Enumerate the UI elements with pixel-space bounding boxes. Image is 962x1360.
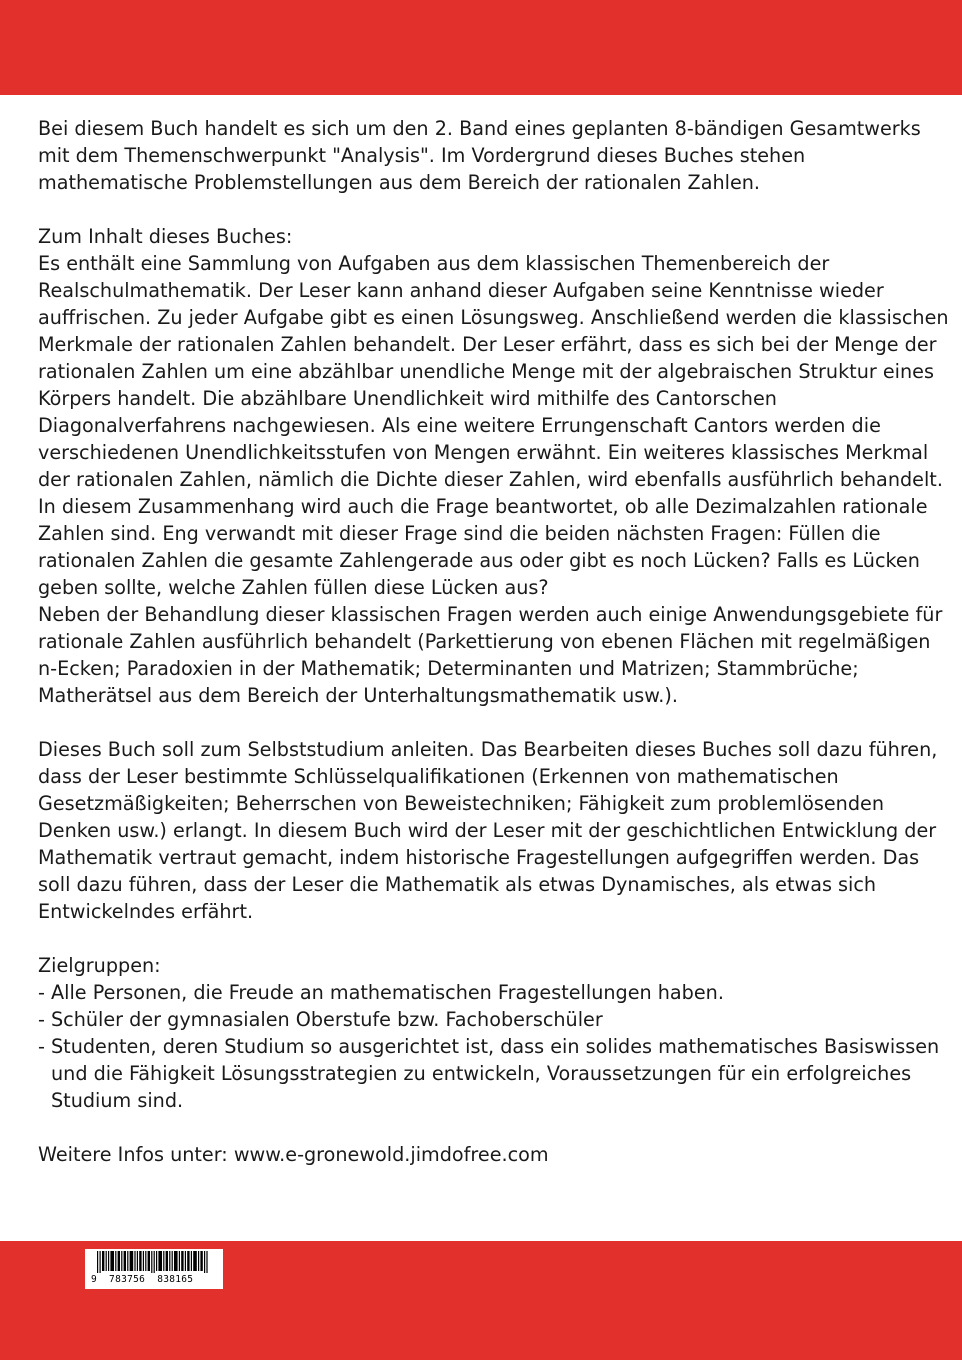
back-cover-text bbox=[38, 115, 950, 1168]
paragraph-gap bbox=[38, 196, 950, 223]
top-red-band bbox=[0, 0, 962, 95]
list-dash: - bbox=[38, 981, 45, 1004]
intro-paragraph: Bei diesem Buch handelt es sich um den 2. Band eines geplanten 8-bändigen Gesamtwerks mit dem Themenschwerpunkt "Analysis". Im Vordergrund dieses Buches stehen mathematische Problemstellungen aus dem Bereich der rationalen Zahlen. bbox=[38, 117, 921, 194]
list-dash: - bbox=[38, 1035, 45, 1058]
paragraph-gap bbox=[38, 925, 950, 952]
barcode-bars-icon bbox=[85, 1249, 223, 1273]
paragraph-gap bbox=[38, 709, 950, 736]
list-item bbox=[38, 979, 950, 1006]
more-info-line: Weitere Infos unter: www.e-gronewold.jimdofree.com bbox=[38, 1143, 549, 1166]
list-dash: - bbox=[38, 1008, 45, 1031]
list-item-text: Alle Personen, die Freude an mathematischen Fragestellungen haben. bbox=[51, 981, 724, 1004]
content-heading: Zum Inhalt dieses Buches: bbox=[38, 225, 293, 248]
list-item bbox=[38, 1033, 950, 1114]
target-groups-heading: Zielgruppen: bbox=[38, 954, 161, 977]
list-item-text: Schüler der gymnasialen Oberstufe bzw. Fachoberschüler bbox=[51, 1008, 603, 1031]
content-paragraph: Es enthält eine Sammlung von Aufgaben aus dem klassischen Themenbereich der Realschulmathematik. Der Leser kann anhand dieser Aufgaben seine Kenntnisse wieder auffrischen. Zu jeder Aufgabe gibt es einen Lösungsweg. Anschließend werden die klassischen Merkmale der rationalen Zahlen behandelt. Der Leser erfährt, dass es sich bei der Menge der rationalen Zahlen um eine abzählbar unendliche Menge mit der algebraischen Struktur eines Körpers handelt. Die abzählbare Unendlichkeit wird mithilfe des Cantorschen Diagonalverfahrens nachgewiesen. Als eine weitere Errungenschaft Cantors werden die verschiedenen Unendlichkeitsstufen von Mengen erwähnt. Ein weiteres klassisches Merkmal der rationalen Zahlen, nämlich die Dichte dieser Zahlen, wird ebenfalls ausführlich behandelt. In diesem Zusammenhang wird auch die Frage beantwortet, ob alle Dezimalzahlen rationale Zahlen sind. Eng verwandt mit dieser Frage sind die beiden nächsten Fragen: Füllen die rationalen Zahlen die gesamte Zahlengerade aus oder gibt es noch Lücken? Falls es Lücken geben sollte, welche Zahlen füllen diese Lücken aus? bbox=[38, 252, 949, 599]
barcode-digits: 9 783756 838165 bbox=[91, 1274, 194, 1285]
paragraph-gap bbox=[38, 1114, 950, 1141]
self-study-paragraph: Dieses Buch soll zum Selbststudium anleiten. Das Bearbeiten dieses Buches soll dazu führen, dass der Leser bestimmte Schlüsselqualifikationen (Erkennen von mathematischen Gesetzmäßigkeiten; Beherrschen von Beweistechniken; Fähigkeit zum problemlösenden Denken usw.) erlangt. In diesem Buch wird der Leser mit der geschichtlichen Entwicklung der Mathematik vertraut gemacht, indem historische Fragestellungen aufgegriffen werden. Das soll dazu führen, dass der Leser die Mathematik als etwas Dynamisches, als etwas sich Entwickelndes erfährt. bbox=[38, 738, 938, 923]
list-item bbox=[38, 1006, 950, 1033]
target-groups-list bbox=[38, 979, 950, 1114]
isbn-barcode bbox=[85, 1249, 223, 1289]
list-item-text: Studenten, deren Studium so ausgerichtet ist, dass ein solides mathematisches Basiswissen und die Fähigkeit Lösungsstrategien zu entwickeln, Voraussetzungen für ein erfolgreiches Studium sind. bbox=[51, 1035, 940, 1112]
applications-paragraph: Neben der Behandlung dieser klassischen Fragen werden auch einige Anwendungsgebiete für rationale Zahlen ausführlich behandelt (Parkettierung von ebenen Flächen mit regelmäßigen n-Ecken; Paradoxien in der Mathematik; Determinanten und Matrizen; Stammbrüche; Matherätsel aus dem Bereich der Unterhaltungsmathematik usw.). bbox=[38, 603, 943, 707]
